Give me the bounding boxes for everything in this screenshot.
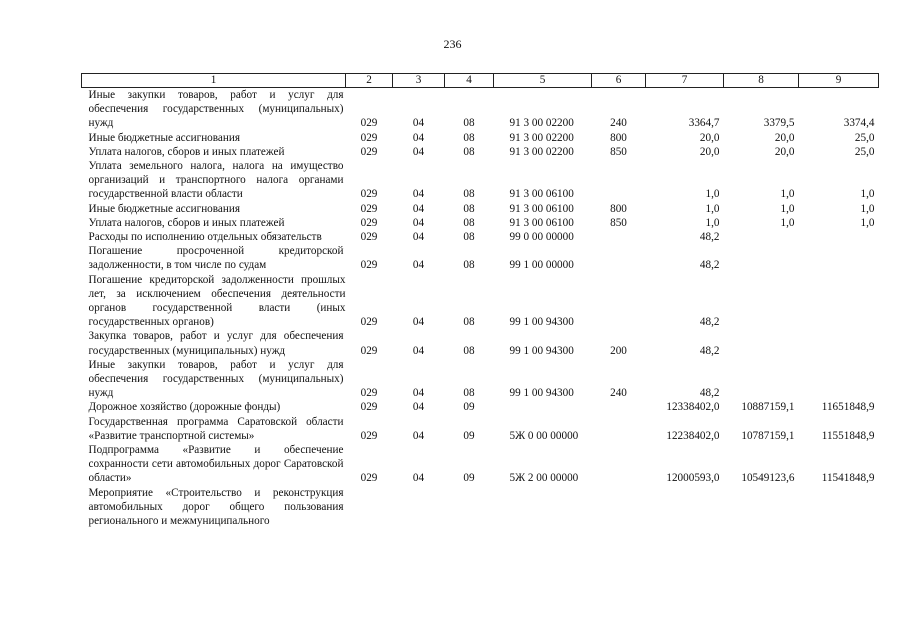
subsection-code: 08 xyxy=(463,231,475,244)
subsection-code: 08 xyxy=(463,316,475,329)
table-row xyxy=(82,202,879,216)
amount-year-1: 1,0 xyxy=(705,188,720,201)
amount-year-1: 1,0 xyxy=(705,202,720,215)
table-header-row xyxy=(82,74,879,88)
section-code: 04 xyxy=(412,387,425,400)
target-article: 99 0 00 00000 xyxy=(509,231,574,244)
amount-year-3: 1,0 xyxy=(860,188,875,201)
amount-year-2 xyxy=(724,273,799,330)
item-name: Иные закупки товаров, работ и услуг для обеспечения государственных (муниципальных) нужд xyxy=(88,358,344,400)
header-cell: 7 xyxy=(646,74,724,88)
ministry-code: 029 xyxy=(360,344,378,357)
table-row xyxy=(82,486,879,529)
expense-type xyxy=(592,400,646,414)
ministry-code: 029 xyxy=(360,216,378,229)
amount-year-3: 1,0 xyxy=(860,216,875,229)
section-code: 04 xyxy=(412,202,425,215)
target-article: 5Ж 0 00 00000 xyxy=(509,429,579,442)
page-number: 236 xyxy=(443,37,462,51)
target-article: 99 1 00 94300 xyxy=(509,344,574,357)
ministry-code: 029 xyxy=(360,202,378,215)
subsection-code: 09 xyxy=(463,472,475,485)
item-name: Иные бюджетные ассигнования xyxy=(88,202,240,215)
expense-type xyxy=(592,415,646,443)
subsection-code: 09 xyxy=(463,429,475,442)
subsection-code: 09 xyxy=(463,401,475,414)
header-cell: 1 xyxy=(82,74,346,88)
amount-year-2: 10887159,1 xyxy=(741,401,795,414)
table-row xyxy=(82,443,879,486)
budget-table xyxy=(81,73,879,528)
expense-type: 240 xyxy=(610,117,627,130)
item-name: Уплата налогов, сборов и иных платежей xyxy=(88,216,285,229)
expense-type xyxy=(592,443,646,486)
target-article: 91 3 00 02200 xyxy=(509,117,574,130)
target-article xyxy=(494,400,592,414)
target-article: 5Ж 2 00 00000 xyxy=(509,472,579,485)
amount-year-1: 12000593,0 xyxy=(666,472,720,485)
section-code: 04 xyxy=(412,117,425,130)
section-code: 04 xyxy=(412,145,425,158)
amount-year-2: 1,0 xyxy=(780,216,795,229)
section-code: 04 xyxy=(412,259,425,272)
item-name: Расходы по исполнению отдельных обязательств xyxy=(88,231,322,244)
expense-type: 200 xyxy=(610,344,627,357)
amount-year-1 xyxy=(646,486,724,529)
item-name: Иные бюджетные ассигнования xyxy=(88,131,240,144)
ministry-code: 029 xyxy=(360,117,378,130)
expense-type xyxy=(592,244,646,272)
expense-type xyxy=(592,230,646,244)
target-article: 91 3 00 06100 xyxy=(509,216,574,229)
item-name: Иные закупки товаров, работ и услуг для обеспечения государственных (муниципальных) нужд xyxy=(88,89,344,130)
amount-year-3 xyxy=(799,486,879,529)
section-code xyxy=(393,486,445,529)
expense-type xyxy=(592,159,646,202)
target-article: 91 3 00 06100 xyxy=(509,202,574,215)
amount-year-1: 48,2 xyxy=(699,231,720,244)
target-article xyxy=(494,486,592,529)
item-name: Мероприятие «Строительство и реконструкция автомобильных дорог общего пользования регионального и межмуниципального xyxy=(88,486,344,528)
amount-year-2 xyxy=(724,329,799,357)
table-row xyxy=(82,329,879,357)
subsection-code: 08 xyxy=(463,387,475,400)
item-name: Уплата земельного налога, налога на имущество организаций и транспортного налога органами государственной власти области xyxy=(88,160,344,201)
amount-year-1: 48,2 xyxy=(699,259,720,272)
item-name: Уплата налогов, сборов и иных платежей xyxy=(88,145,285,158)
amount-year-2: 3379,5 xyxy=(763,117,795,130)
subsection-code: 08 xyxy=(463,131,475,144)
table-row xyxy=(82,230,879,244)
ministry-code: 029 xyxy=(360,231,378,244)
subsection-code: 08 xyxy=(463,117,475,130)
amount-year-2: 20,0 xyxy=(774,145,795,158)
section-code: 04 xyxy=(412,231,425,244)
target-article: 91 3 00 02200 xyxy=(509,131,574,144)
target-article: 91 3 00 02200 xyxy=(509,145,574,158)
amount-year-1: 20,0 xyxy=(699,145,720,158)
subsection-code: 08 xyxy=(463,188,475,201)
section-code: 04 xyxy=(412,131,425,144)
header-cell: 2 xyxy=(346,74,393,88)
header-cell: 9 xyxy=(799,74,879,88)
amount-year-1: 1,0 xyxy=(705,216,720,229)
table-row xyxy=(82,244,879,272)
amount-year-2 xyxy=(724,358,799,401)
section-code: 04 xyxy=(412,429,425,442)
header-cell: 4 xyxy=(445,74,494,88)
amount-year-1: 48,2 xyxy=(699,316,720,329)
amount-year-3 xyxy=(799,230,879,244)
amount-year-2 xyxy=(724,244,799,272)
expense-type: 850 xyxy=(610,216,627,229)
amount-year-3 xyxy=(799,244,879,272)
amount-year-1: 48,2 xyxy=(699,387,720,400)
amount-year-2 xyxy=(724,486,799,529)
ministry-code: 029 xyxy=(360,472,378,485)
ministry-code: 029 xyxy=(360,387,378,400)
section-code: 04 xyxy=(412,216,425,229)
subsection-code xyxy=(445,486,494,529)
target-article: 99 1 00 94300 xyxy=(509,316,574,329)
item-name: Закупка товаров, работ и услуг для обеспечения государственных (муниципальных) нужд xyxy=(88,330,344,357)
amount-year-2: 20,0 xyxy=(774,131,795,144)
subsection-code: 08 xyxy=(463,259,475,272)
amount-year-3: 25,0 xyxy=(854,131,875,144)
item-name: Дорожное хозяйство (дорожные фонды) xyxy=(88,401,281,414)
item-name: Государственная программа Саратовской области «Развитие транспортной системы» xyxy=(88,415,344,442)
target-article: 91 3 00 06100 xyxy=(509,188,574,201)
amount-year-1: 20,0 xyxy=(699,131,720,144)
section-code: 04 xyxy=(412,472,425,485)
amount-year-3: 3374,4 xyxy=(843,117,875,130)
subsection-code: 08 xyxy=(463,145,475,158)
header-cell: 6 xyxy=(592,74,646,88)
table-row xyxy=(82,400,879,414)
expense-type xyxy=(592,486,646,529)
header-cell: 8 xyxy=(724,74,799,88)
expense-type: 800 xyxy=(610,131,627,144)
ministry-code: 029 xyxy=(360,145,378,158)
header-cell: 5 xyxy=(494,74,592,88)
ministry-code xyxy=(346,486,393,529)
ministry-code: 029 xyxy=(360,429,378,442)
section-code: 04 xyxy=(412,344,425,357)
amount-year-3 xyxy=(799,329,879,357)
amount-year-1: 48,2 xyxy=(699,344,720,357)
expense-type: 240 xyxy=(610,387,627,400)
amount-year-3: 11541848,9 xyxy=(821,472,875,485)
section-code: 04 xyxy=(412,401,425,414)
target-article: 99 1 00 00000 xyxy=(509,259,574,272)
section-code: 04 xyxy=(412,188,425,201)
table-row xyxy=(82,131,879,145)
table-row xyxy=(82,358,879,401)
amount-year-1: 12238402,0 xyxy=(666,429,720,442)
header-cell: 3 xyxy=(393,74,445,88)
expense-type: 850 xyxy=(610,145,627,158)
table-row xyxy=(82,415,879,443)
table-row xyxy=(82,159,879,202)
item-name: Погашение кредиторской задолженности прошлых лет, за исключением обеспечения деятельности органов государственной власти (иных государственных органов) xyxy=(88,273,346,329)
subsection-code: 08 xyxy=(463,216,475,229)
amount-year-2 xyxy=(724,230,799,244)
expense-type: 800 xyxy=(610,202,627,215)
subsection-code: 08 xyxy=(463,344,475,357)
table-row xyxy=(82,88,879,131)
amount-year-3: 1,0 xyxy=(860,202,875,215)
amount-year-1: 3364,7 xyxy=(688,117,720,130)
item-name: Погашение просроченной кредиторской задолженности, в том числе по судам xyxy=(88,245,344,272)
ministry-code: 029 xyxy=(360,259,378,272)
amount-year-2: 1,0 xyxy=(780,188,795,201)
amount-year-2: 10549123,6 xyxy=(741,472,795,485)
amount-year-3: 25,0 xyxy=(854,145,875,158)
target-article: 99 1 00 94300 xyxy=(509,387,574,400)
amount-year-2: 10787159,1 xyxy=(741,429,795,442)
amount-year-3 xyxy=(799,273,879,330)
amount-year-3 xyxy=(799,358,879,401)
amount-year-3: 11651848,9 xyxy=(821,401,875,414)
table-row xyxy=(82,273,879,330)
item-name: Подпрограмма «Развитие и обеспечение сохранности сети автомобильных дорог Саратовской области» xyxy=(88,444,344,485)
ministry-code: 029 xyxy=(360,188,378,201)
section-code: 04 xyxy=(412,316,425,329)
expense-type xyxy=(592,273,646,330)
amount-year-3: 11551848,9 xyxy=(821,429,875,442)
amount-year-2: 1,0 xyxy=(780,202,795,215)
ministry-code: 029 xyxy=(360,131,378,144)
ministry-code: 029 xyxy=(360,401,378,414)
amount-year-1: 12338402,0 xyxy=(666,401,720,414)
subsection-code: 08 xyxy=(463,202,475,215)
table-row xyxy=(82,216,879,230)
table-row xyxy=(82,145,879,159)
ministry-code: 029 xyxy=(360,316,378,329)
